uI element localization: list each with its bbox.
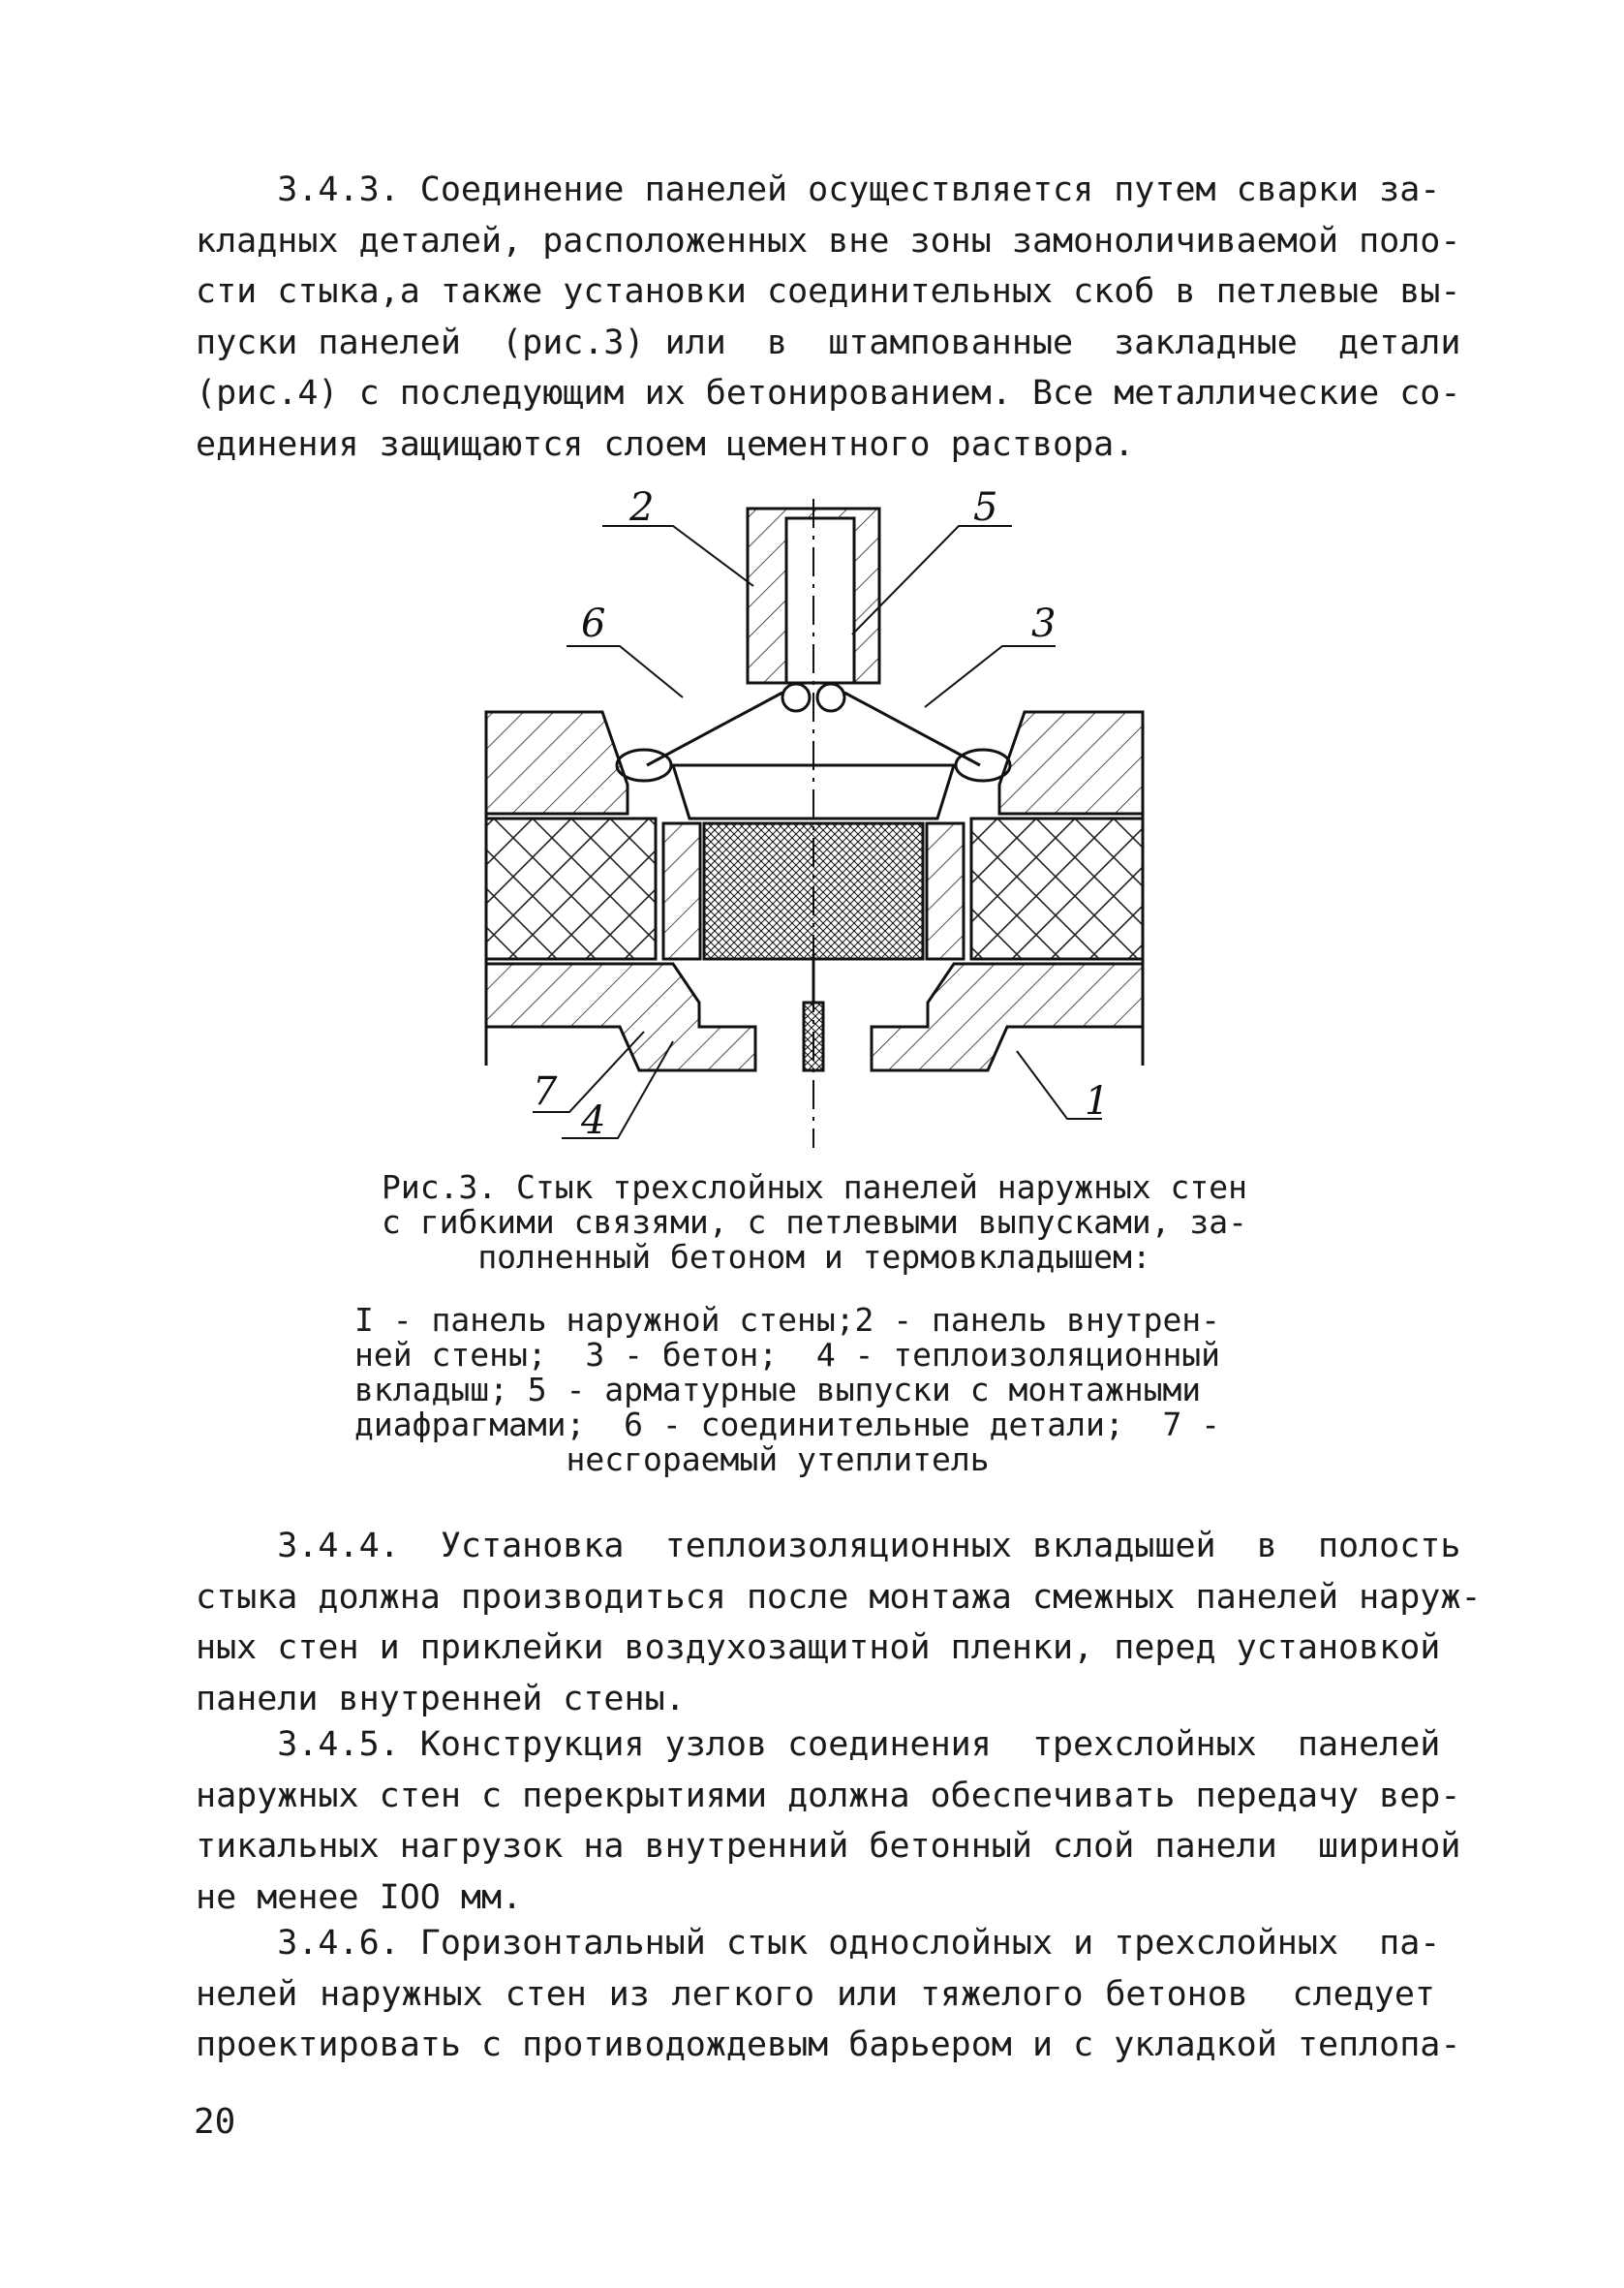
text-line: ных стен и приклейки воздухозащитной пленки, перед установкой (196, 1628, 1441, 1667)
text-line: 3.4.4. Установка теплоизоляционных вкладышей в полость (196, 1527, 1461, 1565)
paragraph-3-4-5 (196, 1719, 1461, 1923)
paragraph-3-4-6 (196, 1918, 1461, 2071)
figure-caption (354, 1170, 1274, 1275)
text-line: 3.4.6. Горизонтальный стык однослойных и трехслойных па- (196, 1924, 1441, 1963)
text-line: панели внутренней стены. (196, 1679, 686, 1718)
paragraph-3-4-4 (196, 1521, 1482, 1724)
figure-legend (354, 1303, 1274, 1477)
paragraph-3-4-3 (196, 165, 1461, 470)
text-line: 3.4.3. Соединение панелей осуществляется путем сварки за- (196, 170, 1441, 209)
legend-line: ней стены; 3 - бетон; 4 - теплоизоляционный (354, 1336, 1221, 1374)
joint-drawing (475, 489, 1152, 1158)
page-number: 20 (194, 2102, 236, 2142)
text-line: стыка должна производиться после монтажа смежных панелей наруж- (196, 1577, 1482, 1617)
text-line: наружных стен с перекрытиями должна обеспечивать передачу вер- (196, 1776, 1461, 1815)
label-7: 7 (533, 1069, 558, 1114)
label-5: 5 (973, 489, 998, 530)
caption-line: с гибкими связями, с петлевыми выпусками, за- (381, 1203, 1248, 1241)
text-line: 3.4.5. Конструкция узлов соединения трехслойных панелей (196, 1725, 1441, 1764)
legend-line: I - панель наружной стены;2 - панель внутрен- (354, 1301, 1221, 1339)
label-1: 1 (1085, 1079, 1110, 1124)
legend-line: несгораемый утеплитель (354, 1440, 990, 1478)
legend-line: вкладыш; 5 - арматурные выпуски с монтажными (354, 1371, 1202, 1408)
text-line: проектировать с противодождевым барьером и с укладкой теплопа- (196, 2025, 1461, 2064)
text-line: тикальных нагрузок на внутренний бетонный слой панели шириной (196, 1827, 1461, 1866)
label-4: 4 (581, 1098, 606, 1143)
text-line: (рис.4) с последующим их бетонированием. Все металлические со- (196, 374, 1461, 413)
legend-line: диафрагмами; 6 - соединительные детали; 7 - (354, 1406, 1221, 1443)
label-3: 3 (1031, 602, 1057, 646)
caption-line: Рис.3. Стык трехслойных панелей наружных стен (381, 1168, 1248, 1206)
text-line: сти стыка,а также установки соединительных скоб в петлевые вы- (196, 272, 1461, 311)
text-line: не менее IOO мм. (196, 1877, 523, 1917)
text-line: пуски панелей (рис.3) или в штампованные закладные детали (196, 323, 1461, 362)
label-6: 6 (581, 602, 606, 646)
text-line: кладных деталей, расположенных вне зоны замоноличиваемой поло- (196, 221, 1461, 261)
caption-line: полненный бетоном и термовкладышем: (477, 1238, 1151, 1276)
label-2: 2 (629, 489, 655, 530)
text-line: нелей наружных стен из легкого или тяжелого бетонов следует (196, 1974, 1435, 2014)
text-line: единения защищаются слоем цементного раствора. (196, 424, 1135, 464)
